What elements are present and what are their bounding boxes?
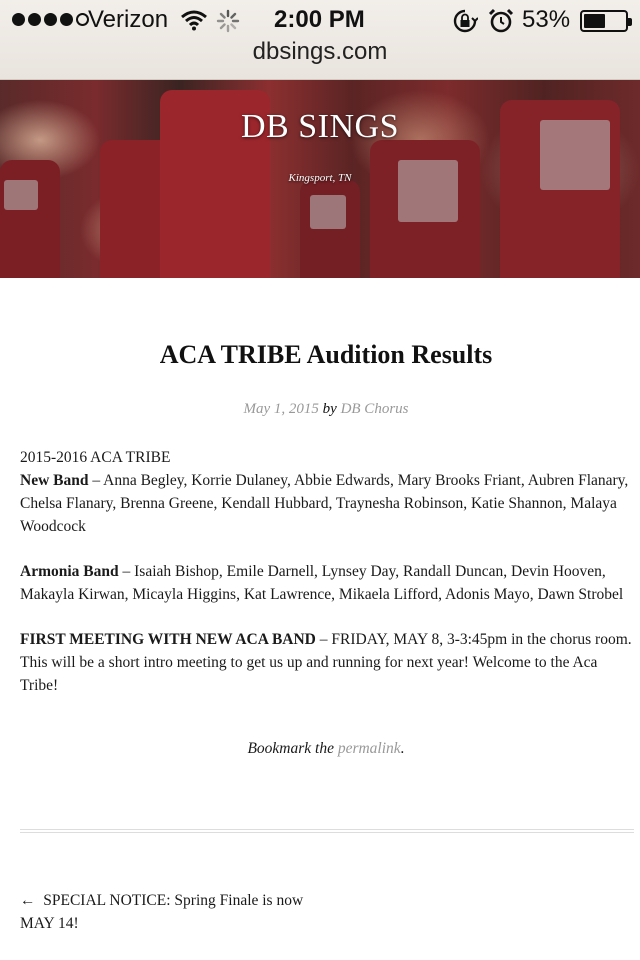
bookmark-period: .	[400, 740, 405, 757]
alarm-icon	[488, 8, 514, 34]
section-text: – Anna Begley, Korrie Dulaney, Abbie Edwards, Mary Brooks Friant, Aubren Flanary, Chelsa Flanary, Brenna Greene, Kendall Hubbard, Traynesha Robinson, Katie Shannon, Malaya Woodcock	[20, 472, 629, 535]
status-bar	[0, 0, 640, 40]
post-footer	[0, 740, 640, 758]
post-intro-line: 2015-2016 ACA TRIBE	[20, 449, 171, 466]
section-heading: New Band	[20, 472, 89, 489]
site-title[interactable]: DB SINGS	[241, 108, 399, 145]
signal-strength-icon	[12, 13, 89, 27]
section-divider	[20, 829, 634, 833]
address-bar[interactable]: dbsings.com	[252, 38, 388, 65]
banner-shirt-logo	[4, 180, 38, 210]
battery-level-fill	[584, 14, 605, 28]
section-heading: FIRST MEETING WITH NEW ACA BAND	[20, 631, 316, 648]
post-date-link[interactable]: May 1, 2015	[243, 401, 319, 417]
site-tagline: Kingsport, TN	[288, 172, 352, 184]
carrier-name: Verizon	[88, 6, 169, 33]
post-paragraph	[20, 628, 634, 697]
post-title: ACA TRIBE Audition Results	[159, 340, 493, 369]
wifi-icon	[180, 9, 208, 31]
post-content	[20, 446, 634, 719]
post-paragraph	[20, 446, 634, 538]
rotation-lock-icon	[452, 8, 478, 34]
browser-chrome	[0, 0, 640, 80]
clock-time: 2:00 PM	[274, 6, 365, 33]
post-paragraph	[20, 560, 634, 606]
loading-spinner-icon	[216, 9, 240, 33]
section-heading: Armonia Band	[20, 563, 119, 580]
left-arrow-icon: ←	[20, 892, 36, 909]
section-text: – FRIDAY, MAY 8, 3-3:45pm in the chorus room. This will be a short intro meeting to get us up and running for next year! Welcome to the Aca Tribe!	[20, 631, 632, 694]
battery-icon	[580, 10, 628, 32]
section-text: – Isaiah Bishop, Emile Darnell, Lynsey Day, Randall Duncan, Devin Hooven, Makayla Kirwan, Micayla Higgins, Kat Lawrence, Mikaela Lifford, Adonis Mayo, Dawn Strobel	[20, 563, 624, 603]
post-meta	[0, 401, 640, 418]
battery-percentage: 53%	[522, 6, 571, 33]
post-author-link[interactable]: DB Chorus	[340, 401, 409, 417]
permalink-link[interactable]: permalink	[337, 740, 401, 757]
previous-post-link[interactable]	[20, 889, 330, 935]
banner-shirt-logo	[398, 160, 458, 222]
bookmark-text: Bookmark the	[247, 740, 334, 757]
previous-post-title[interactable]: SPECIAL NOTICE: Spring Finale is now MAY 14!	[20, 892, 304, 932]
post-byline: by	[322, 401, 337, 417]
banner-shirt-logo	[310, 195, 346, 229]
header-banner	[0, 80, 640, 278]
